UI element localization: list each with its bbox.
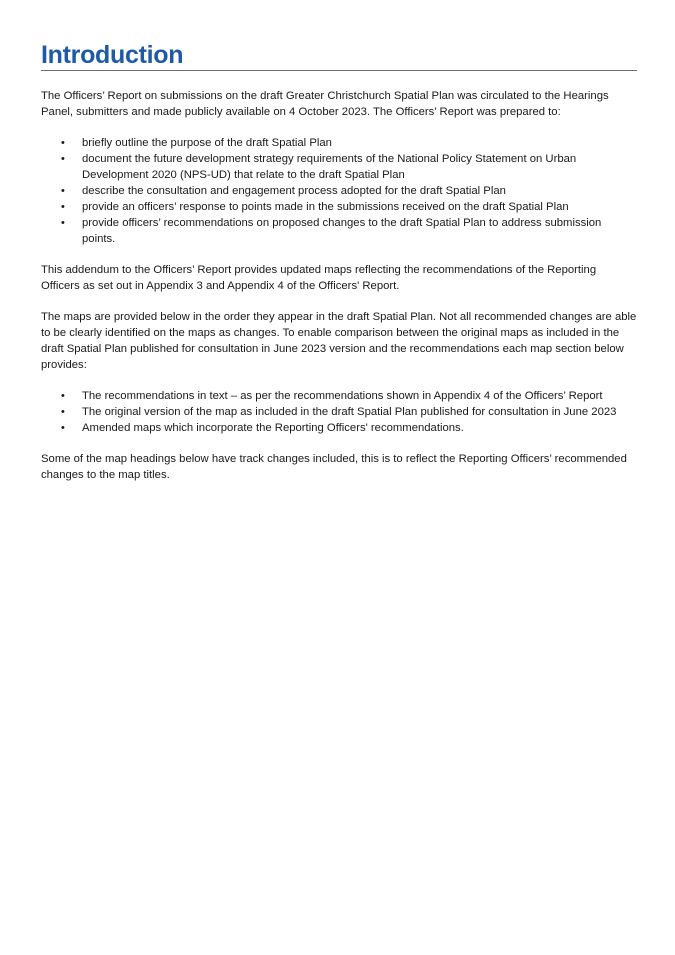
bullet-icon: • <box>61 201 65 213</box>
list-item <box>41 388 637 404</box>
list-item <box>41 404 637 420</box>
list-item <box>41 183 637 199</box>
bullet-icon: • <box>61 217 65 229</box>
document-page <box>41 40 637 483</box>
bullet-icon: • <box>61 137 65 149</box>
purpose-list <box>41 135 637 247</box>
list-item-text: The original version of the map as included in the draft Spatial Plan published for consultation in June 2023 <box>82 406 617 418</box>
list-item-text: document the future development strategy requirements of the National Policy Statement on Urban Development 2020 (NPS-UD) that relate to the draft Spatial Plan <box>82 153 577 181</box>
bullet-icon: • <box>61 422 65 434</box>
list-item <box>41 151 637 183</box>
list-item <box>41 420 637 436</box>
bullet-icon: • <box>61 153 65 165</box>
addendum-paragraph: This addendum to the Officers’ Report provides updated maps reflecting the recommendations of the Reporting Officers as set out in Appendix 3 and Appendix 4 of the Officers' Report. <box>41 264 597 292</box>
title-divider <box>41 70 637 71</box>
bullet-icon: • <box>61 390 65 402</box>
maps-paragraph: The maps are provided below in the order they appear in the draft Spatial Plan. Not all recommended changes are able to be clearly identified on the maps as changes. To enable comparison between the original maps as included in the draft Spatial Plan published for consultation in June 2023 version and the recommendations each map section below provides: <box>41 311 637 371</box>
closing-paragraph: Some of the map headings below have track changes included, this is to reflect the Reporting Officers’ recommended changes to the map titles. <box>41 453 627 481</box>
page-title: Introduction <box>41 41 184 69</box>
list-item <box>41 199 637 215</box>
list-item <box>41 215 637 247</box>
list-item-text: describe the consultation and engagement process adopted for the draft Spatial Plan <box>82 185 506 197</box>
list-item-text: The recommendations in text – as per the recommendations shown in Appendix 4 of the Officers’ Report <box>82 390 603 402</box>
bullet-icon: • <box>61 185 65 197</box>
bullet-icon: • <box>61 406 65 418</box>
list-item-text: provide an officers’ response to points made in the submissions received on the draft Spatial Plan <box>82 201 569 213</box>
list-item-text: briefly outline the purpose of the draft Spatial Plan <box>82 137 332 149</box>
list-item-text: Amended maps which incorporate the Reporting Officers' recommendations. <box>82 422 464 434</box>
list-item-text: provide officers’ recommendations on proposed changes to the draft Spatial Plan to address submission points. <box>82 217 602 245</box>
map-section-list <box>41 388 637 436</box>
intro-paragraph: The Officers’ Report on submissions on the draft Greater Christchurch Spatial Plan was circulated to the Hearings Panel, submitters and made publicly available on 4 October 2023. The Officers’ Report was prepared to: <box>41 90 609 118</box>
list-item <box>41 135 637 151</box>
